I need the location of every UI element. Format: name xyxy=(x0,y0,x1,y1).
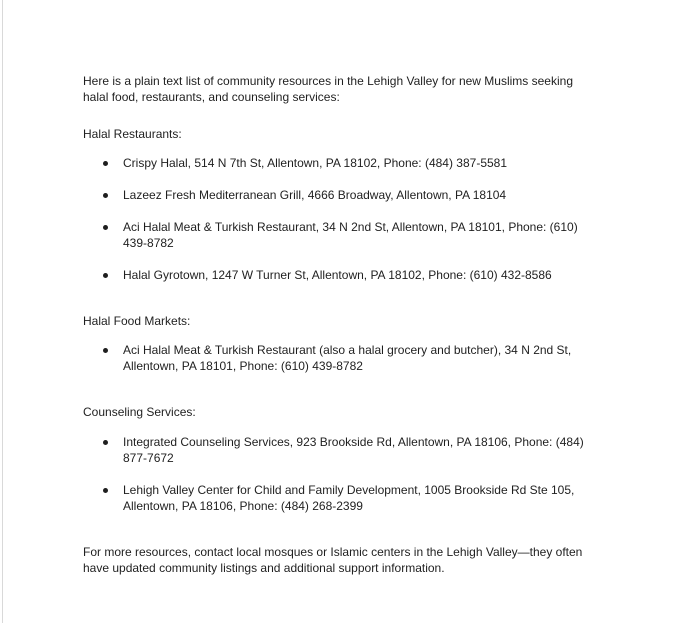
list-item-text: Integrated Counseling Services, 923 Brookside Rd, Allentown, PA 18106, Phone: (484) 877-7672 xyxy=(123,435,584,465)
bullet-icon xyxy=(103,348,108,353)
page-left-border xyxy=(2,0,3,623)
markets-list xyxy=(83,342,598,374)
list-item xyxy=(83,219,598,251)
bullet-icon xyxy=(103,488,108,493)
section-heading-restaurants: Halal Restaurants: xyxy=(83,127,182,141)
list-item-text: Aci Halal Meat & Turkish Restaurant, 34 N 2nd St, Allentown, PA 18101, Phone: (610) 439-8782 xyxy=(123,220,578,250)
list-item-text: Aci Halal Meat & Turkish Restaurant (also a halal grocery and butcher), 34 N 2nd St, Allentown, PA 18101, Phone: (610) 439-8782 xyxy=(123,343,572,373)
restaurants-list xyxy=(83,155,598,283)
list-item xyxy=(83,434,598,466)
bullet-icon xyxy=(103,193,108,198)
list-item-text: Crispy Halal, 514 N 7th St, Allentown, PA 18102, Phone: (484) 387-5581 xyxy=(123,156,508,170)
bullet-icon xyxy=(103,440,108,445)
document-body xyxy=(83,73,598,576)
list-item-text: Halal Gyrotown, 1247 W Turner St, Allentown, PA 18102, Phone: (610) 432-8586 xyxy=(123,268,552,282)
bullet-icon xyxy=(103,161,108,166)
footer-paragraph: For more resources, contact local mosques or Islamic centers in the Lehigh Valley—they often have updated community listings and additional support information. xyxy=(83,545,583,575)
section-heading-counseling: Counseling Services: xyxy=(83,405,196,419)
list-item xyxy=(83,482,598,514)
list-item-text: Lazeez Fresh Mediterranean Grill, 4666 Broadway, Allentown, PA 18104 xyxy=(123,188,507,202)
list-item xyxy=(83,267,598,283)
bullet-icon xyxy=(103,225,108,230)
intro-paragraph: Here is a plain text list of community resources in the Lehigh Valley for new Muslims seeking halal food, restaurants, and counseling services: xyxy=(83,74,573,104)
list-item xyxy=(83,187,598,203)
section-heading-markets: Halal Food Markets: xyxy=(83,314,191,328)
counseling-list xyxy=(83,434,598,514)
list-item-text: Lehigh Valley Center for Child and Family Development, 1005 Brookside Rd Ste 105, Allentown, PA 18106, Phone: (484) 268-2399 xyxy=(123,483,575,513)
list-item xyxy=(83,342,598,374)
list-item xyxy=(83,155,598,171)
bullet-icon xyxy=(103,273,108,278)
